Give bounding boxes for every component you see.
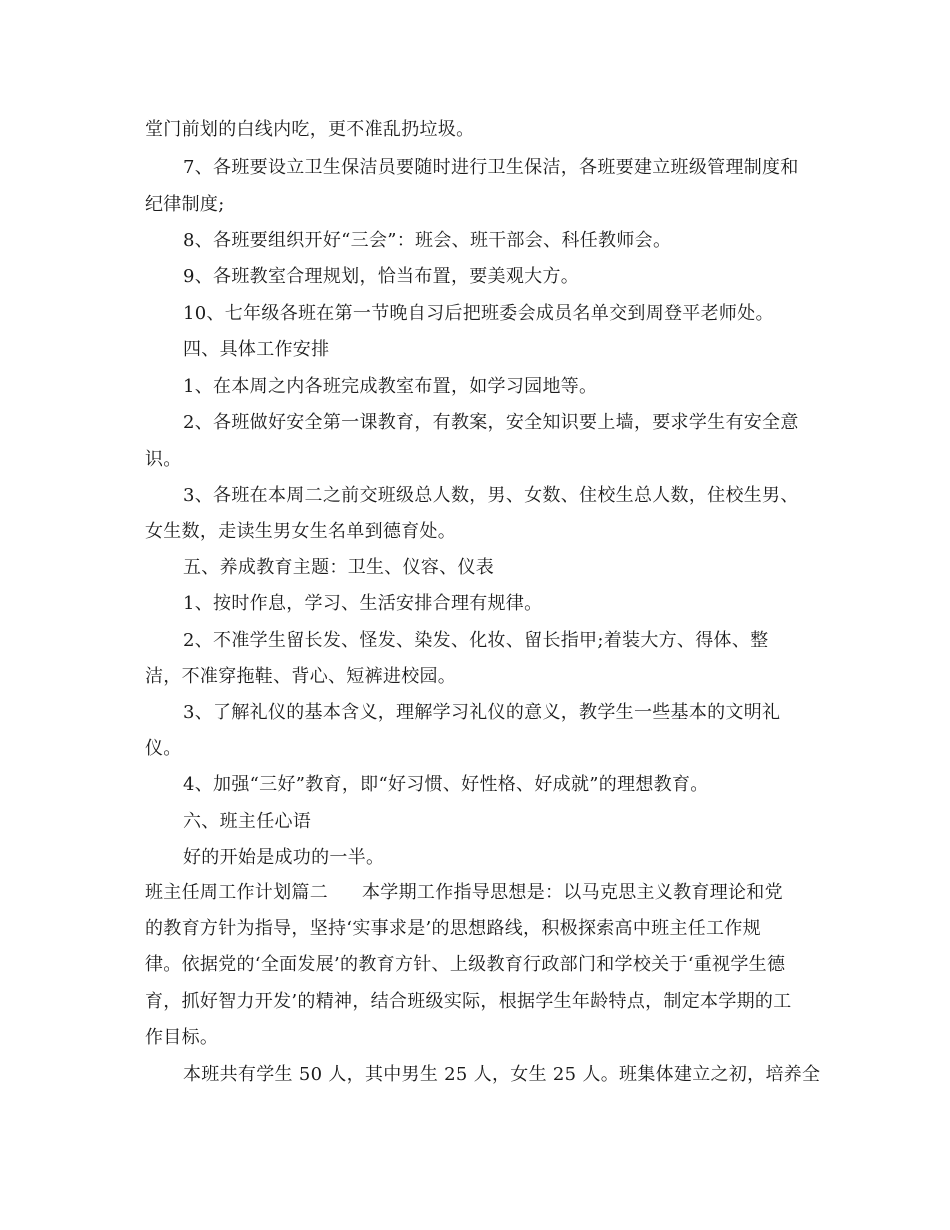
section-title: 班主任周工作计划篇二 <box>145 882 328 903</box>
text-line: 9、各班教室合理规划，恰当布置，要美观大方。 <box>183 266 580 287</box>
text-line: 2、各班做好安全第一课教育，有教案，安全知识要上墙，要求学生有安全意 <box>183 412 799 433</box>
section-heading: 五、养成教育主题：卫生、仪容、仪表 <box>183 557 495 578</box>
text-line: 本班共有学生 50 人，其中男生 25 人，女生 25 人。班集体建立之初，培养全 <box>183 1064 821 1085</box>
section-first-text: 本学期工作指导思想是：以马克思主义教育理论和党 <box>362 882 783 903</box>
text-line: 识。 <box>145 449 182 470</box>
section-title-line <box>145 881 783 905</box>
text-line: 7、各班要设立卫生保洁员要随时进行卫生保洁，各班要建立班级管理制度和 <box>183 157 799 178</box>
text-line: 育，抓好智力开发’的精神，结合班级实际，根据学生年龄特点，制定本学期的工 <box>145 991 792 1012</box>
text-line: 律。依据党的‘全面发展’的教育方针、上级教育行政部门和学校关于‘重视学生德 <box>145 954 786 975</box>
text-line: 堂门前划的白线内吃，更不准乱扔垃圾。 <box>145 119 475 140</box>
text-line: 1、按时作息，学习、生活安排合理有规律。 <box>183 593 543 614</box>
text-line: 2、不准学生留长发、怪发、染发、化妆、留长指甲;着装大方、得体、整 <box>183 630 769 651</box>
text-line: 好的开始是成功的一半。 <box>183 847 385 868</box>
text-line: 8、各班要组织开好“三会”：班会、班干部会、科任教师会。 <box>183 230 672 251</box>
text-line: 3、了解礼仪的基本含义，理解学习礼仪的意义，教学生一些基本的文明礼 <box>183 702 781 723</box>
text-line: 10、七年级各班在第一节晚自习后把班委会成员名单交到周登平老师处。 <box>183 303 774 324</box>
text-line: 1、在本周之内各班完成教室布置，如学习园地等。 <box>183 376 598 397</box>
section-heading: 四、具体工作安排 <box>183 339 330 360</box>
section-heading: 六、班主任心语 <box>183 811 312 832</box>
text-line: 4、加强“三好”教育，即“好习惯、好性格、好成就”的理想教育。 <box>183 774 709 795</box>
text-line: 洁，不准穿拖鞋、背心、短裤进校园。 <box>145 666 457 687</box>
text-line: 3、各班在本周二之前交班级总人数，男、女数、住校生总人数，住校生男、 <box>183 485 799 506</box>
text-line: 作目标。 <box>145 1027 219 1048</box>
text-line: 女生数，走读生男女生名单到德育处。 <box>145 521 457 542</box>
text-line: 纪律制度; <box>145 194 225 215</box>
text-line: 仪。 <box>145 738 182 759</box>
text-line: 的教育方针为指导，坚持‘实事求是’的思想路线，积极探索高中班主任工作规 <box>145 918 761 939</box>
